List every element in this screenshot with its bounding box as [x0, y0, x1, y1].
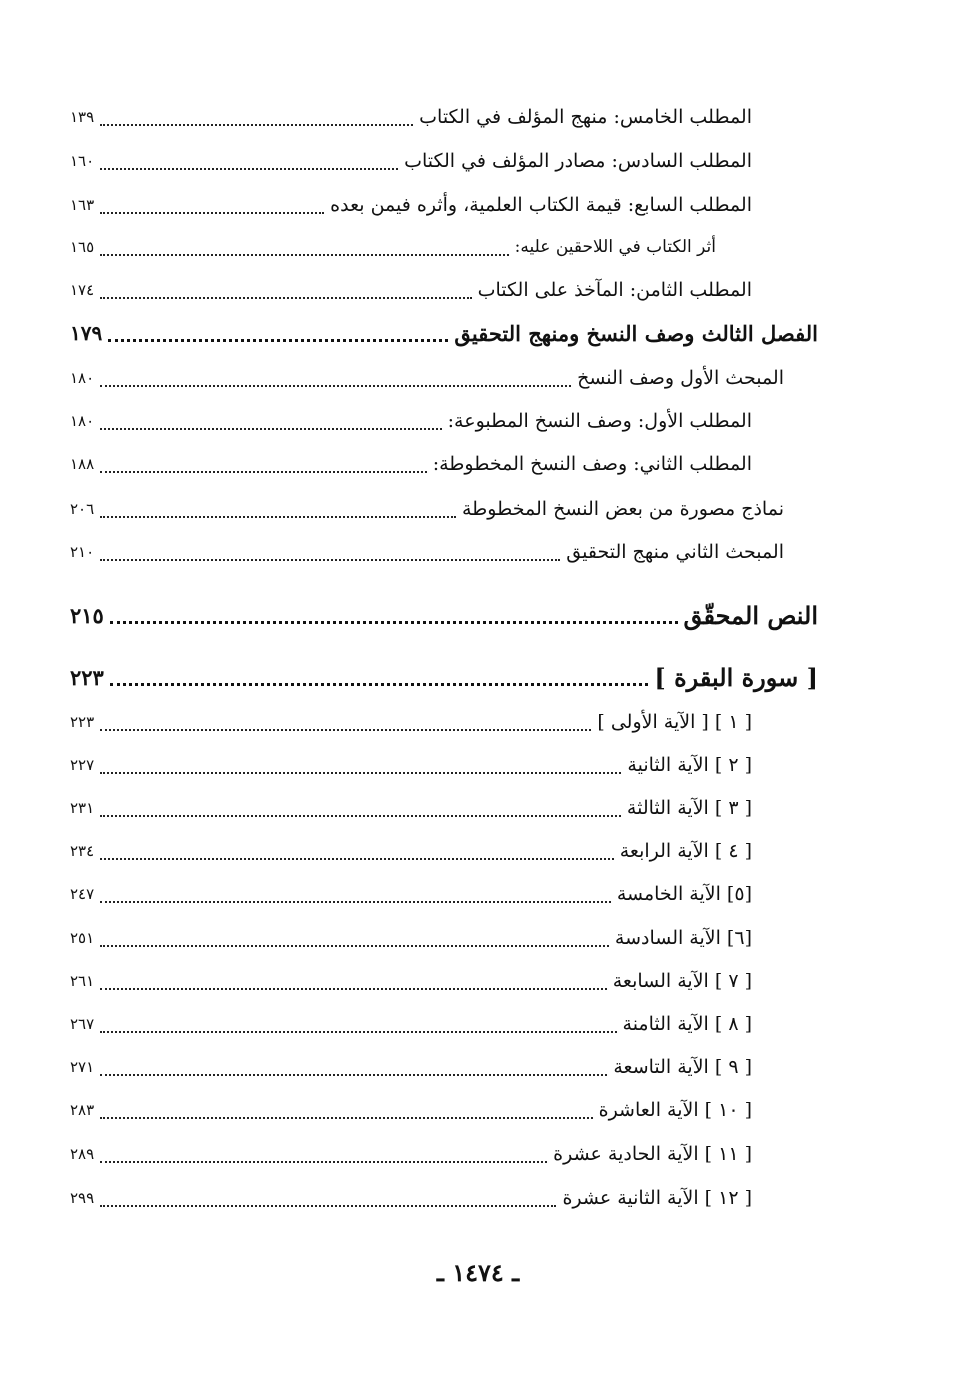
- toc-title: المطلب السادس: مصادر المؤلف في الكتاب: [404, 150, 752, 172]
- leader-dots: [100, 384, 571, 387]
- toc-title: نماذج مصورة من بعض النسخ المخطوطة: [462, 498, 784, 520]
- leader-dots: [100, 814, 621, 817]
- toc-page: ١٨٠: [70, 412, 95, 430]
- leader-dots: [100, 123, 413, 126]
- toc-page: ٢٢٣: [70, 664, 104, 690]
- leader-dots: [100, 558, 560, 561]
- toc-entry: [70, 831, 752, 871]
- toc-entry: [70, 745, 752, 785]
- toc-entry: [70, 141, 752, 181]
- leader-dots: [110, 620, 678, 624]
- toc-page: ٢٤٧: [70, 885, 95, 903]
- toc-page: ٢٧١: [70, 1058, 95, 1076]
- toc-entry: [70, 489, 784, 529]
- toc-title: [ ١٢ ] الآية الثانية عشرة: [562, 1187, 752, 1209]
- leader-dots: [100, 1160, 547, 1163]
- toc-page: ١٣٩: [70, 108, 95, 126]
- toc-title: المبحث الثاني منهج التحقيق: [566, 541, 784, 563]
- toc-page: ٢٢٧: [70, 756, 95, 774]
- toc-title: [ ٨ ] الآية الثامنة: [622, 1013, 752, 1035]
- leader-dots: [100, 1030, 616, 1033]
- page-number: ـ ١٤٧٤ ـ: [436, 1258, 520, 1287]
- toc-page: ٢٩٩: [70, 1189, 95, 1207]
- toc-page: ٢٨٩: [70, 1145, 95, 1163]
- leader-dots: [100, 900, 611, 903]
- toc-entry: [70, 227, 716, 267]
- leader-dots: [100, 1073, 607, 1076]
- toc-title: [ ٤ ] الآية الرابعة: [619, 840, 752, 862]
- toc-title: [ ٩ ] الآية التاسعة: [613, 1056, 752, 1078]
- toc-page: ٢٣٤: [70, 842, 95, 860]
- toc-title: [ ١٠ ] الآية العاشرة: [598, 1099, 752, 1121]
- toc-entry: [70, 444, 752, 484]
- toc-entry: [70, 1178, 752, 1218]
- leader-dots: [100, 211, 324, 214]
- toc-page: ٢٦٧: [70, 1015, 95, 1033]
- toc-entry: [70, 1047, 752, 1087]
- toc-entry: [70, 97, 752, 137]
- leader-dots: [110, 682, 649, 686]
- leader-dots: [100, 427, 441, 430]
- toc-title: المطلب الثاني: وصف النسخ المخطوطة:: [432, 453, 752, 475]
- toc-title: [٥] الآية الخامسة: [616, 883, 752, 905]
- toc-entry: [70, 961, 752, 1001]
- toc-page: ١٦٥: [70, 238, 95, 256]
- toc-page: ١٧٩: [70, 321, 103, 345]
- leader-dots: [100, 167, 398, 170]
- toc-title: [ ٧ ] الآية السابعة: [612, 970, 752, 992]
- toc-title: النص المحقّق: [683, 600, 818, 630]
- toc-page: ١٦٠: [70, 152, 95, 170]
- toc-page: ٢٢٣: [70, 713, 95, 731]
- toc-entry: [70, 532, 784, 572]
- toc-title: المطلب الخامس: منهج المؤلف في الكتاب: [419, 106, 752, 128]
- toc-entry: [70, 185, 752, 225]
- toc-title: المطلب الثامن: المآخذ على الكتاب: [477, 279, 752, 301]
- toc-page: ٢٠٦: [70, 500, 95, 518]
- toc-title: المطلب الأول: وصف النسخ المطبوعة:: [447, 410, 752, 432]
- leader-dots: [100, 987, 607, 990]
- leader-dots: [100, 1116, 592, 1119]
- toc-entry: [70, 1004, 752, 1044]
- toc-title: [ ٢ ] الآية الثانية: [627, 754, 752, 776]
- toc-title: [ ٣ ] الآية الثالثة: [626, 797, 752, 819]
- toc-page: ١٨٨: [70, 455, 95, 473]
- leader-dots: [100, 296, 471, 299]
- toc-page: ٢٣١: [70, 799, 95, 817]
- toc-page: ٢٥١: [70, 929, 95, 947]
- toc-page: ٢٦١: [70, 972, 95, 990]
- toc-entry: [70, 401, 752, 441]
- toc-page: ٢١٠: [70, 543, 95, 561]
- toc-entry: [70, 270, 752, 310]
- toc-title: المبحث الأول وصف النسخ: [577, 367, 784, 389]
- leader-dots: [100, 470, 427, 473]
- leader-dots: [100, 771, 621, 774]
- leader-dots: [100, 253, 509, 256]
- toc-entry: [70, 1090, 752, 1130]
- toc-page: ٢١٥: [70, 602, 104, 628]
- toc-title: أثر الكتاب في اللاحقين عليه:: [514, 237, 716, 257]
- leader-dots: [100, 515, 456, 518]
- toc-title: المطلب السابع: قيمة الكتاب العلمية، وأثره فيمن بعده: [330, 194, 752, 216]
- toc-entry: [70, 874, 752, 914]
- toc-title: [٦] الآية السادسة: [614, 927, 752, 949]
- toc-title: الفصل الثالث وصف النسخ ومنهج التحقيق: [454, 320, 818, 346]
- leader-dots: [108, 338, 448, 342]
- toc-title: [ ١١ ] الآية الحادية عشرة: [553, 1143, 752, 1165]
- toc-entry: [70, 788, 752, 828]
- toc-entry: [70, 358, 784, 398]
- toc-page: ١٦٣: [70, 196, 95, 214]
- toc-section: [70, 595, 818, 635]
- toc-page: ١٨٠: [70, 369, 95, 387]
- toc-entry: [70, 918, 752, 958]
- toc-entry: [70, 1134, 752, 1174]
- toc-page: ١٧٤: [70, 281, 95, 299]
- leader-dots: [100, 857, 614, 860]
- toc-page: ٢٨٣: [70, 1101, 95, 1119]
- toc-title: [ سورة البقرة ]: [654, 662, 818, 692]
- leader-dots: [100, 944, 609, 947]
- toc-entry: [70, 702, 752, 742]
- toc-surah: [70, 657, 818, 697]
- leader-dots: [100, 1204, 556, 1207]
- toc-chapter: [70, 313, 818, 353]
- toc-title: [ ١ ] [ الآية الأولى ]: [597, 711, 752, 733]
- leader-dots: [100, 728, 591, 731]
